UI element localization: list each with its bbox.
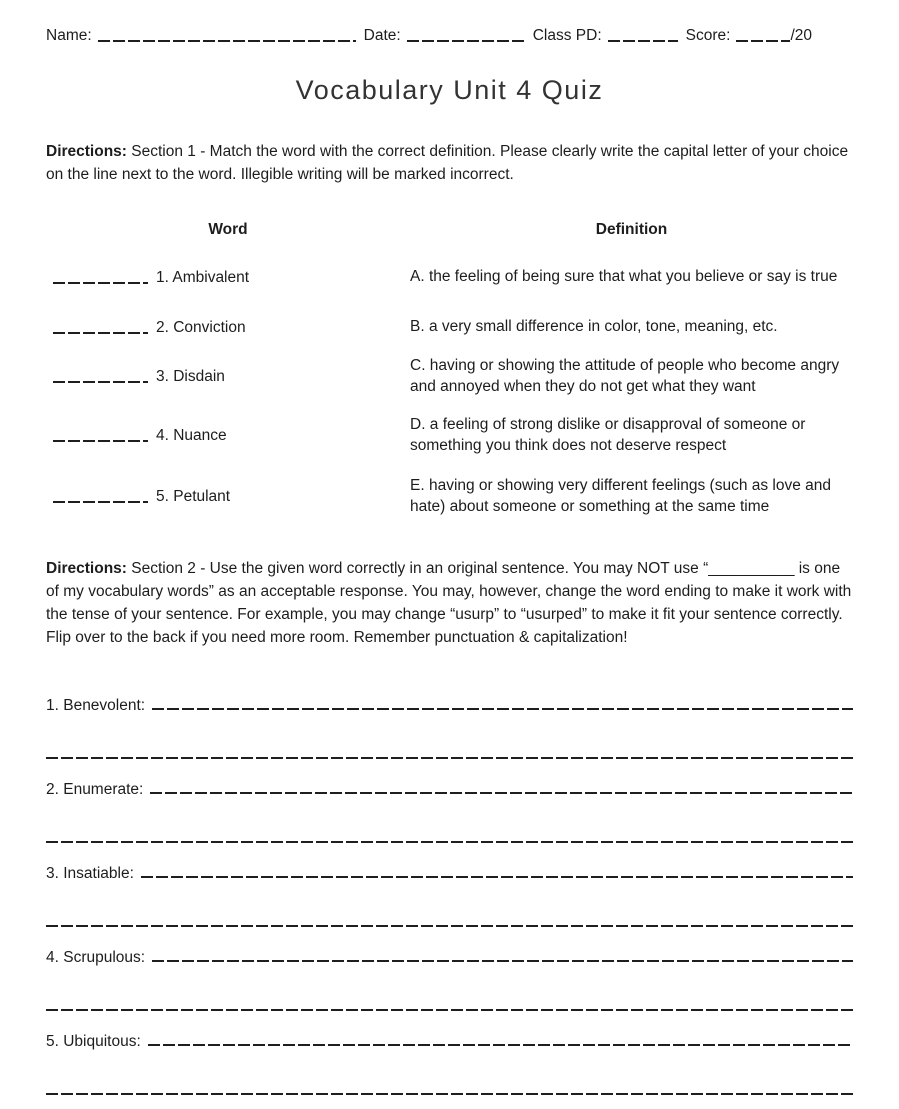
- class-pd-blank-line[interactable]: [608, 28, 678, 42]
- sentence-word-label: 4. Scrupulous:: [46, 948, 146, 966]
- match-row: [46, 405, 853, 467]
- match-row: [46, 349, 853, 405]
- sentence-word-label: 5. Ubiquitous:: [46, 1032, 141, 1050]
- sentence-word-label: 2. Enumerate:: [46, 780, 144, 798]
- class-pd-label: Class PD:: [532, 27, 602, 44]
- sentence-item: [46, 1032, 853, 1095]
- section1-directions-text: Section 1 - Match the word with the correct definition. Please clearly write the capital letter of your choice on the line next to the word. Illegible writing will be marked incorrect.: [46, 143, 849, 184]
- answer-blank[interactable]: [53, 428, 148, 442]
- sentence-blank-line[interactable]: [141, 864, 853, 878]
- match-row: [46, 307, 853, 349]
- sentence-blank-line[interactable]: [150, 780, 853, 794]
- sentence-item: [46, 864, 853, 927]
- answer-blank[interactable]: [53, 270, 148, 284]
- definition-text: D. a feeling of strong dislike or disapproval of someone or something you think does not deserve respect: [410, 416, 806, 454]
- section2-directions-text: Section 2 - Use the given word correctly in an original sentence. You may NOT use “__________ is one of my vocabulary words” as an acceptable response. You may, however, change the word ending to make it work with the tense of your sentence. For example, you may change “usurp” to “usurped” to make it fit your sentence correctly. Flip over to the back if you need more room. Remember punctuation & capitalization!: [46, 559, 852, 647]
- sentence-blank-line[interactable]: [152, 696, 853, 710]
- header-fields: [46, 26, 853, 45]
- sentence-blank-line-2[interactable]: [46, 829, 853, 843]
- definition-text: A. the feeling of being sure that what you believe or say is true: [410, 268, 838, 286]
- word-cell: [46, 367, 410, 386]
- matching-section: [46, 249, 853, 527]
- sentence-section: [46, 696, 853, 1095]
- vocab-word: 3. Disdain: [156, 368, 225, 385]
- vocab-word: 4. Nuance: [156, 427, 227, 444]
- section1-directions: [46, 140, 853, 187]
- definition-text: E. having or showing very different feelings (such as love and hate) about someone or something at the same time: [410, 477, 832, 515]
- definition-text: B. a very small difference in color, tone, meaning, etc.: [410, 318, 778, 336]
- sentence-item: [46, 696, 853, 759]
- date-blank-line[interactable]: [407, 28, 525, 42]
- score-label: Score:: [685, 27, 731, 44]
- sentence-blank-line-2[interactable]: [46, 997, 853, 1011]
- answer-blank[interactable]: [53, 369, 148, 383]
- name-blank-line[interactable]: [98, 28, 356, 42]
- word-cell: [46, 487, 410, 506]
- section1-directions-label: Directions:: [46, 143, 127, 160]
- name-label: Name:: [46, 27, 92, 44]
- word-column-header: Word: [208, 220, 248, 238]
- date-label: Date:: [363, 27, 401, 44]
- definition-text: C. having or showing the attitude of people who become angry and annoyed when they do not get what they want: [410, 357, 840, 395]
- sentence-blank-line-2[interactable]: [46, 913, 853, 927]
- vocab-word: 1. Ambivalent: [156, 269, 250, 286]
- matching-column-headers: [46, 221, 853, 239]
- vocab-word: 2. Conviction: [156, 319, 246, 336]
- sentence-item: [46, 948, 853, 1011]
- vocab-word: 5. Petulant: [156, 488, 231, 505]
- page-title: Vocabulary Unit 4 Quiz: [295, 75, 604, 105]
- sentence-blank-line[interactable]: [152, 948, 853, 962]
- match-row: [46, 467, 853, 527]
- sentence-blank-line-2[interactable]: [46, 745, 853, 759]
- sentence-word-label: 1. Benevolent:: [46, 696, 146, 714]
- sentence-word-label: 3. Insatiable:: [46, 864, 134, 882]
- score-denominator: /20: [790, 27, 812, 44]
- sentence-blank-line[interactable]: [148, 1032, 853, 1046]
- sentence-blank-line-2[interactable]: [46, 1081, 853, 1095]
- definition-column-header: Definition: [595, 220, 668, 238]
- match-row: [46, 249, 853, 307]
- score-blank-line[interactable]: [736, 28, 790, 42]
- answer-blank[interactable]: [53, 320, 148, 334]
- word-cell: [46, 426, 410, 445]
- section2-directions-label: Directions:: [46, 559, 127, 577]
- answer-blank[interactable]: [53, 489, 148, 503]
- sentence-item: [46, 780, 853, 843]
- section2-directions: [46, 557, 853, 650]
- word-cell: [46, 318, 410, 337]
- word-cell: [46, 268, 410, 287]
